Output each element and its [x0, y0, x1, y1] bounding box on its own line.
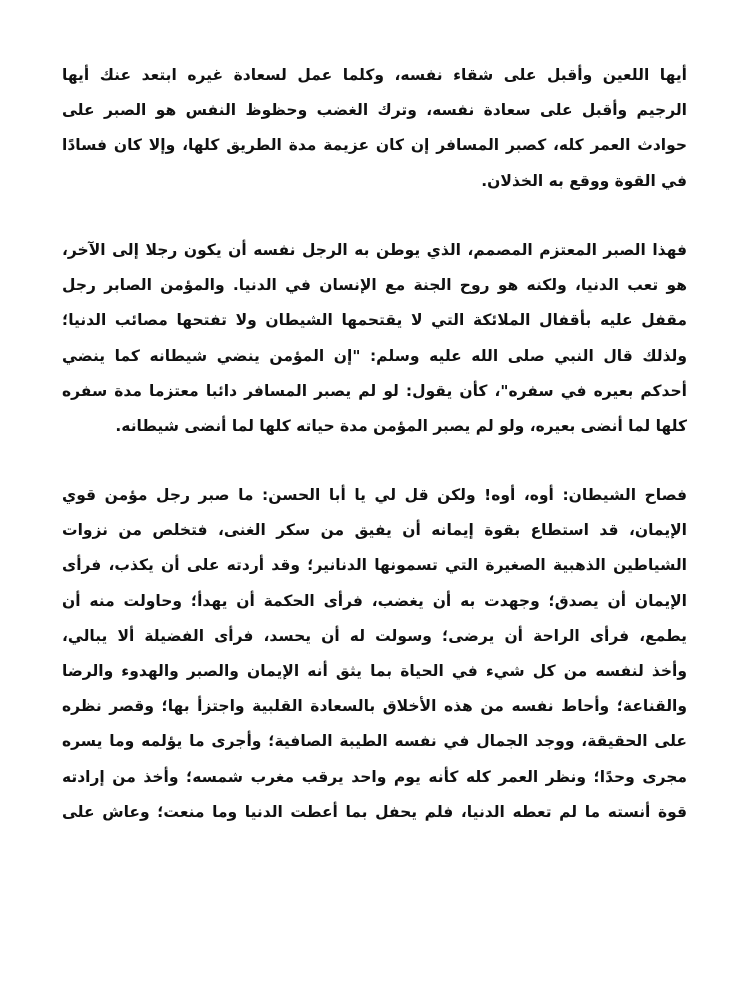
paragraph-line: على الحقيقة، ووجد الجمال في نفسه الطيبة الصافية؛ وأجرى ما يؤلمه وما يسره [62, 732, 687, 751]
paragraph-2 [62, 233, 687, 444]
paragraph-line: الإيمان أن يصدق؛ وجهدت به أن يغضب، فرأى الحكمة أن يهدأ؛ وحاولت منه أن [62, 591, 687, 610]
paragraph-3 [62, 478, 687, 830]
paragraph-line: مجرى وحدًا؛ ونظر العمر كله كأنه يوم واحد يرقب مغرب شمسه؛ وأخذ من إرادته [62, 767, 687, 786]
paragraph-line: الشياطين الذهبية الصغيرة التي تسمونها الدنانير؛ وقد أردته على أن يكذب، فرأى [62, 556, 687, 575]
paragraph-line: أحدكم بعيره في سفره"، كأن يقول: لو لم يصبر المسافر دائبا معتزما مدة سفره [62, 381, 687, 400]
paragraph-line: مقفل عليه بأقفال الملائكة التي لا يقتحمها الشيطان ولا تفتحها مصائب الدنيا؛ [62, 311, 687, 330]
paragraph-line: وأخذ لنفسه من كل شيء في الحياة بما يثق أنه الإيمان والصبر والهدوء والرضا [62, 661, 687, 680]
paragraph-line: الإيمان، قد استطاع بقوة إيمانه أن يفيق من سكر الغنى، فتخلص من نزوات [62, 521, 687, 540]
paragraph-line: ولذلك قال النبي صلى الله عليه وسلم: "إن المؤمن ينضي شيطانه كما ينضي [62, 346, 687, 365]
paragraph-line: قوة أنسته ما لم تعطه الدنيا، فلم يحفل بما أعطت الدنيا وما منعت؛ وعاش على [62, 802, 687, 821]
paragraph-line: كلها لما أنضى بعيره، ولو لم يصبر المؤمن مدة حياته كلها لما أنضى شيطانه. [115, 416, 687, 435]
paragraph-1 [62, 58, 687, 199]
paragraph-line: يطمع، فرأى الراحة أن يرضى؛ وسولت له أن يحسد، فرأى الفضيلة ألا يبالي، [62, 626, 687, 645]
paragraph-line: فهذا الصبر المعتزم المصمم، الذي يوطن به الرجل نفسه أن يكون رجلا إلى الآخر، [62, 241, 687, 259]
paragraph-line: هو تعب الدنيا، ولكنه هو روح الجنة مع الإنسان في الدنيا. والمؤمن الصابر رجل [62, 276, 687, 295]
paragraph-line: الرجيم وأقبل على سعادة نفسه، وترك الغضب وحظوظ النفس هو الصبر على [62, 101, 687, 120]
paragraph-line: حوادث العمر كله، كصبر المسافر إن كان عزيمة مدة الطريق كلها، وإلا كان فسادًا [62, 136, 687, 155]
paragraph-line: في القوة ووقع به الخذلان. [481, 171, 687, 190]
paragraph-line: أيها اللعين وأقبل على شقاء نفسه، وكلما عمل لسعادة غيره ابتعد عنك أيها [62, 66, 687, 84]
paragraph-line: فصاح الشيطان: أوه، أوه! ولكن قل لي يا أبا الحسن: ما صبر رجل مؤمن قوي [62, 486, 687, 504]
paragraph-line: والقناعة؛ وأحاط نفسه من هذه الأخلاق بالسعادة القلبية واجتزأ بها؛ وقصر نظره [62, 697, 687, 716]
